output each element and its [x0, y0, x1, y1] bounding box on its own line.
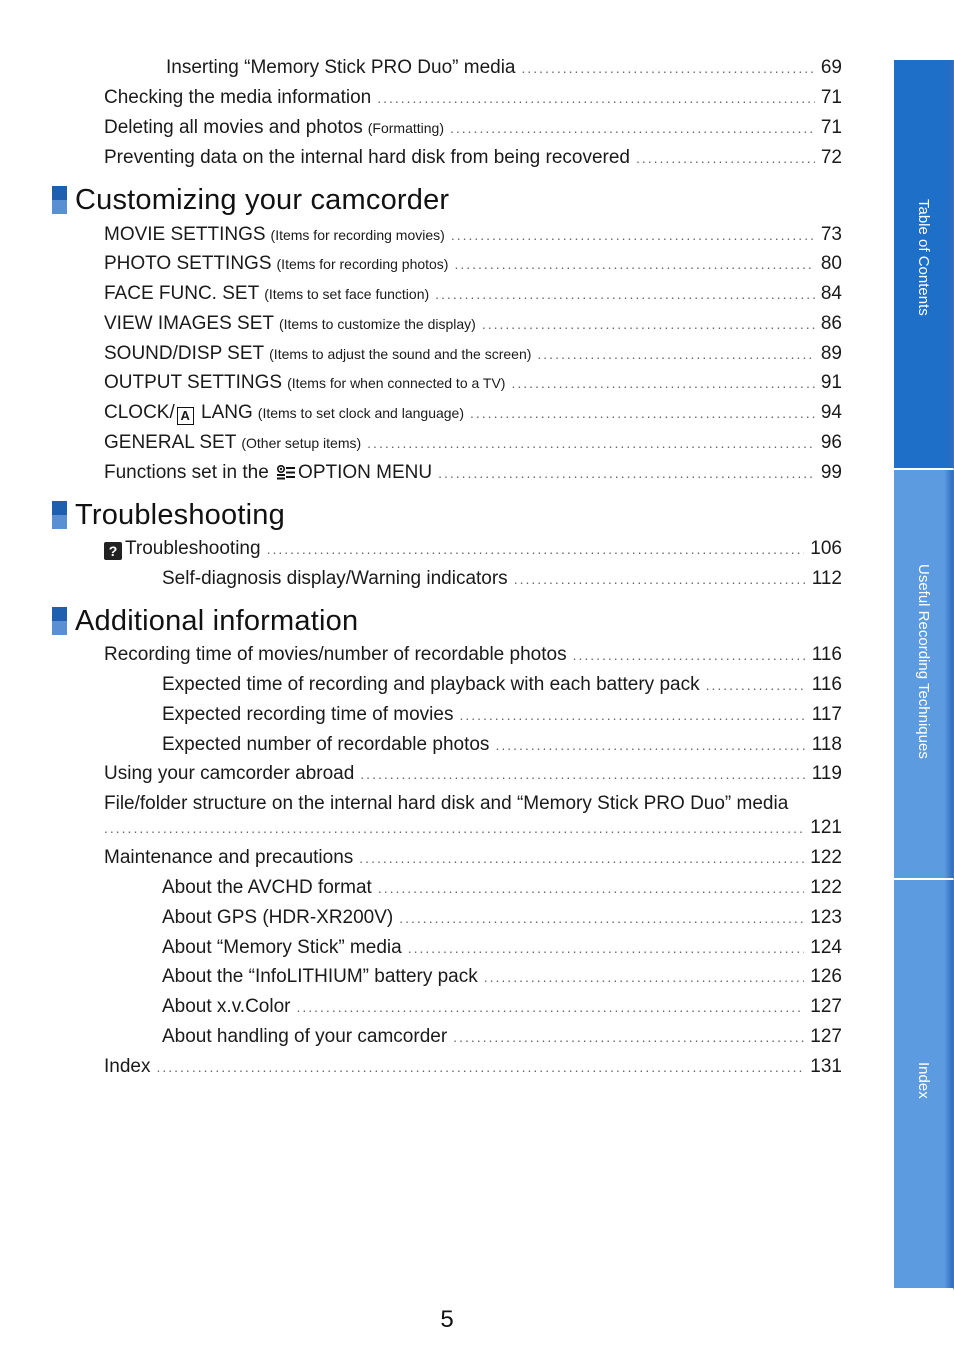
- leader-dots: [482, 312, 815, 336]
- entry-label: MOVIE SETTINGS: [104, 224, 266, 245]
- entry-label: Deleting all movies and photos: [104, 117, 363, 138]
- entry-label: Preventing data on the internal hard disk from being recovered: [104, 147, 630, 168]
- page-ref: 112: [811, 568, 842, 589]
- section-heading-additional: [52, 604, 358, 638]
- section-title: Customizing your camcorder: [75, 183, 450, 216]
- help-icon: ?: [104, 542, 122, 560]
- toc-entry-continuation[interactable]: [104, 816, 842, 840]
- leader-dots: [453, 1025, 804, 1049]
- entry-label: About “Memory Stick” media: [162, 937, 402, 958]
- page-number: 5: [440, 1306, 454, 1333]
- entry-note: (Items to set face function): [264, 286, 430, 302]
- section-title: Additional information: [75, 604, 359, 637]
- leader-dots: [454, 252, 814, 276]
- entry-label: About the “InfoLITHIUM” battery pack: [162, 966, 478, 987]
- toc-entry[interactable]: [162, 703, 842, 727]
- entry-label: Checking the media information: [104, 87, 372, 108]
- page-ref: 119: [811, 763, 842, 784]
- entry-label: Self-diagnosis display/Warning indicators: [162, 568, 508, 589]
- toc-entry[interactable]: [162, 876, 842, 900]
- page-ref: 121: [810, 817, 842, 838]
- toc-entry[interactable]: [104, 371, 842, 395]
- entry-note: (Items for when connected to a TV): [287, 375, 506, 391]
- page-ref: 84: [820, 283, 842, 304]
- entry-label: Maintenance and precautions: [104, 847, 354, 868]
- page-ref: 71: [820, 117, 842, 138]
- page-ref: 122: [810, 877, 842, 898]
- entry-label: About x.v.Color: [162, 996, 291, 1017]
- entry-label-part: Troubleshooting: [125, 538, 261, 559]
- leader-dots: [706, 673, 806, 697]
- entry-label: VIEW IMAGES SET: [104, 313, 274, 334]
- toc-entry[interactable]: [162, 906, 842, 930]
- heading-bar: [52, 186, 67, 214]
- leader-dots: [367, 431, 815, 455]
- entry-label: FACE FUNC. SET: [104, 283, 260, 304]
- heading-bar: [52, 501, 67, 529]
- page-ref: 91: [820, 372, 842, 393]
- toc-entry[interactable]: [104, 431, 842, 455]
- leader-dots: [267, 537, 805, 561]
- leader-dots: [636, 146, 815, 170]
- leader-dots: [296, 995, 804, 1019]
- side-tab-bar: [894, 60, 954, 1290]
- entry-note: (Items for recording movies): [270, 227, 445, 243]
- toc-entry[interactable]: [104, 342, 842, 366]
- leader-dots: [435, 282, 815, 306]
- entry-label: [104, 461, 432, 485]
- entry-label: About GPS (HDR-XR200V): [162, 907, 394, 928]
- leader-dots: [459, 703, 805, 727]
- toc-entry[interactable]: [104, 312, 842, 336]
- entry-label: SOUND/DISP SET: [104, 343, 265, 364]
- leader-dots: [451, 223, 815, 247]
- toc-entry[interactable]: [104, 86, 842, 110]
- page-ref: 86: [820, 313, 842, 334]
- page-ref: 71: [820, 87, 842, 108]
- entry-note: (Other setup items): [241, 435, 362, 451]
- leader-dots: [438, 461, 815, 485]
- entry-note: (Items to set clock and language): [257, 405, 465, 421]
- toc-entry[interactable]: [104, 223, 842, 247]
- toc-entry[interactable]: [104, 401, 842, 425]
- toc-entry[interactable]: [104, 1055, 842, 1079]
- page-ref: 117: [811, 704, 842, 725]
- toc-entry[interactable]: [104, 252, 842, 276]
- page-ref: 72: [820, 147, 842, 168]
- toc-entry[interactable]: [104, 116, 842, 140]
- toc-entry[interactable]: [104, 643, 842, 667]
- leader-dots: [399, 906, 804, 930]
- toc-entry[interactable]: [104, 762, 842, 786]
- leader-dots: [104, 816, 804, 840]
- page-ref: 116: [811, 644, 842, 665]
- toc-entry[interactable]: [162, 965, 842, 989]
- page-ref: 118: [811, 734, 842, 755]
- toc-entry[interactable]: [162, 733, 842, 757]
- page-ref: 131: [810, 1056, 842, 1077]
- entry-label: Index: [104, 1056, 151, 1077]
- tab-label: Useful Recording Techniques: [915, 564, 932, 759]
- entry-label: [104, 537, 261, 561]
- entry-note: (Items to adjust the sound and the screen): [269, 346, 532, 362]
- entry-label: Expected number of recordable photos: [162, 734, 490, 755]
- entry-label: PHOTO SETTINGS: [104, 253, 272, 274]
- entry-label: GENERAL SET: [104, 432, 237, 453]
- page-ref: 127: [810, 1026, 842, 1047]
- entry-label-part: OPTION MENU: [298, 462, 433, 483]
- leader-dots: [514, 567, 806, 591]
- entry-note: (Formatting): [367, 120, 444, 136]
- heading-bar: [52, 607, 67, 635]
- toc-entry[interactable]: [162, 936, 842, 960]
- tab-useful-recording-techniques[interactable]: [894, 470, 954, 880]
- section-heading-customizing: [52, 183, 449, 217]
- option-menu-icon: [276, 463, 296, 479]
- entry-label: File/folder structure on the internal hard disk and “Memory Stick PRO Duo” media: [104, 793, 789, 814]
- entry-label: Expected time of recording and playback with each battery pack: [162, 674, 700, 695]
- toc-entry[interactable]: [104, 846, 842, 870]
- leader-dots: [378, 876, 804, 900]
- tab-label: Table of Contents: [915, 199, 932, 316]
- entry-label: About the AVCHD format: [162, 877, 372, 898]
- entry-label: Recording time of movies/number of recordable photos: [104, 644, 567, 665]
- entry-label: About handling of your camcorder: [162, 1026, 448, 1047]
- entry-note: (Items to customize the display): [278, 316, 476, 332]
- section-title: Troubleshooting: [75, 498, 285, 531]
- toc-entry[interactable]: [104, 146, 842, 170]
- toc-entry[interactable]: [162, 673, 842, 697]
- toc-entry[interactable]: [162, 1025, 842, 1049]
- page-ref: 106: [810, 538, 842, 559]
- leader-dots: [495, 733, 805, 757]
- leader-dots: [359, 846, 804, 870]
- page-ref: 94: [820, 402, 842, 423]
- leader-dots: [573, 643, 806, 667]
- leader-dots: [450, 116, 815, 140]
- page-ref: 89: [820, 343, 842, 364]
- toc-entry[interactable]: [162, 567, 842, 591]
- leader-dots: [156, 1055, 804, 1079]
- page-ref: 99: [820, 462, 842, 483]
- toc-entry[interactable]: [104, 537, 842, 561]
- page-ref: 73: [820, 224, 842, 245]
- leader-dots: [522, 56, 815, 80]
- leader-dots: [360, 762, 805, 786]
- toc-entry[interactable]: [162, 995, 842, 1019]
- page-ref: 122: [810, 847, 842, 868]
- toc-entry[interactable]: [104, 282, 842, 306]
- page-ref: 69: [820, 57, 842, 78]
- section-heading-troubleshooting: [52, 498, 285, 532]
- tab-index[interactable]: [894, 880, 954, 1290]
- page-ref: 80: [820, 253, 842, 274]
- tab-label: Index: [915, 1062, 932, 1099]
- page-ref: 96: [820, 432, 842, 453]
- tab-table-of-contents[interactable]: [894, 60, 954, 470]
- entry-note: (Items for recording photos): [276, 256, 449, 272]
- page-ref: 127: [810, 996, 842, 1017]
- toc-entry[interactable]: [166, 56, 842, 80]
- entry-label: Inserting “Memory Stick PRO Duo” media: [166, 57, 516, 78]
- entry-label: OUTPUT SETTINGS: [104, 372, 283, 393]
- leader-dots: [537, 342, 814, 366]
- page-ref: 116: [811, 674, 842, 695]
- page-ref: 123: [810, 907, 842, 928]
- entry-label-part: LANG: [201, 402, 253, 423]
- leader-dots: [511, 371, 814, 395]
- entry-label-part: CLOCK/: [104, 402, 175, 423]
- entry-label: Using your camcorder abroad: [104, 763, 355, 784]
- leader-dots: [470, 401, 815, 425]
- entry-label: [104, 401, 253, 425]
- leader-dots: [484, 965, 805, 989]
- page-ref: 126: [810, 966, 842, 987]
- entry-label: Expected recording time of movies: [162, 704, 454, 725]
- entry-label-part: Functions set in the: [104, 462, 269, 483]
- leader-dots: [377, 86, 815, 110]
- clock-language-icon: A: [177, 407, 194, 425]
- leader-dots: [408, 936, 805, 960]
- page-ref: 124: [810, 937, 842, 958]
- toc-entry-wrapped[interactable]: [104, 792, 842, 816]
- toc-entry[interactable]: [104, 461, 842, 485]
